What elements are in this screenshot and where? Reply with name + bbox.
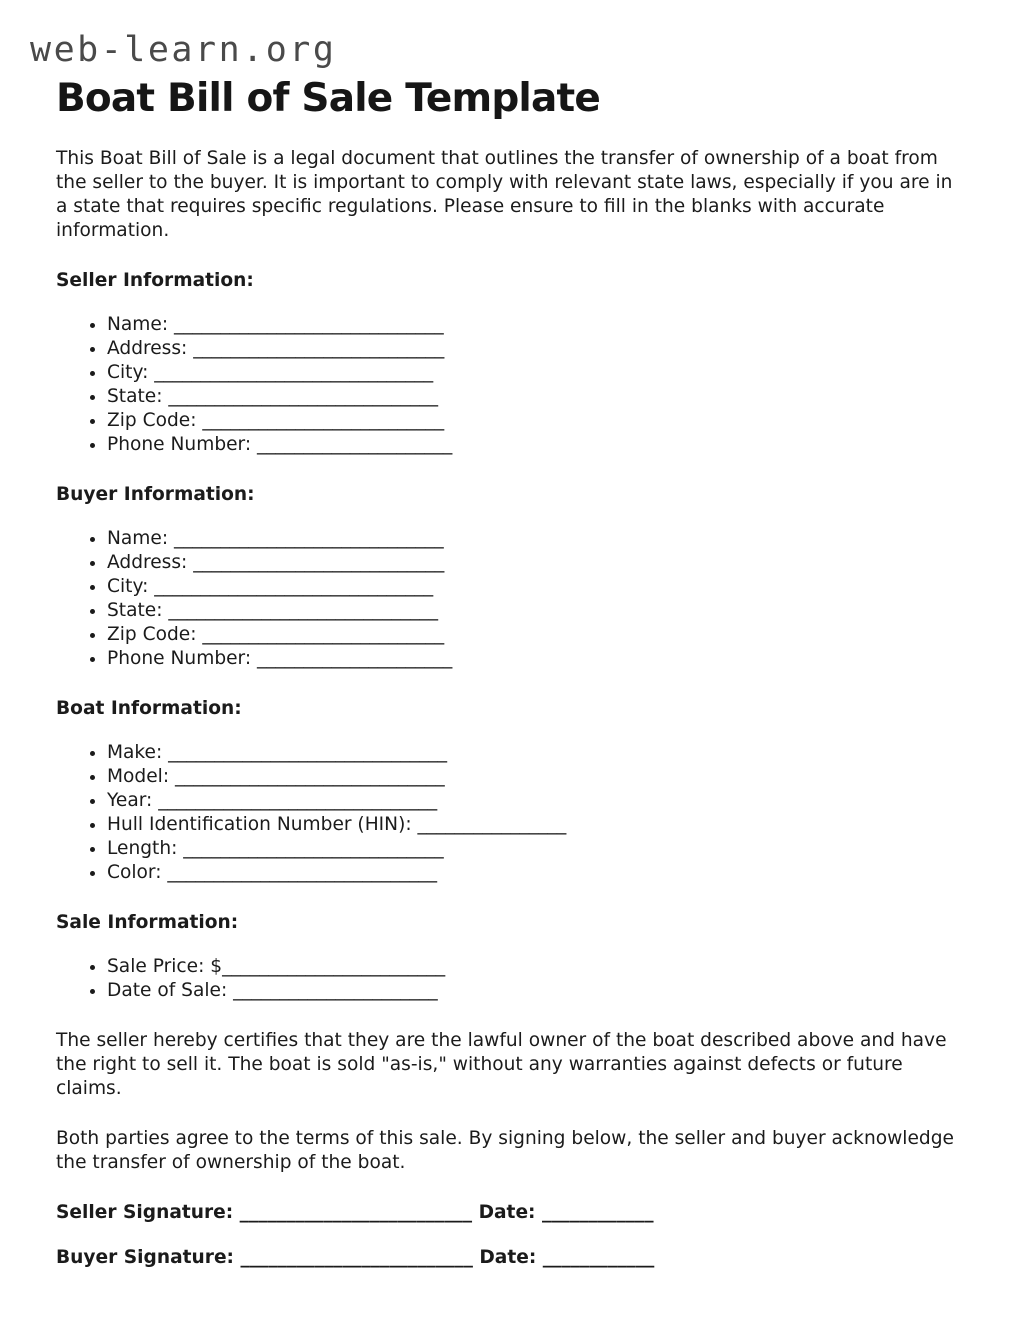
boat-year-field: • Year: ______________________________ [107, 789, 967, 813]
seller-zip-field: • Zip Code: __________________________ [107, 409, 967, 433]
section-heading-boat: Boat Information: [56, 698, 242, 720]
seller-state-field: • State: _____________________________ [107, 385, 967, 409]
site-logo: web-learn.org [30, 30, 337, 70]
seller-phone-field: • Phone Number: _____________________ [107, 433, 967, 457]
boat-make-field: • Make: ______________________________ [107, 741, 967, 765]
section-heading-buyer: Buyer Information: [56, 484, 255, 506]
page-title: Boat Bill of Sale Template [56, 76, 601, 122]
seller-name-field: • Name: _____________________________ [107, 313, 967, 337]
seller-address-field: • Address: ___________________________ [107, 337, 967, 361]
certification-paragraph: The seller hereby certifies that they are the lawful owner of the boat described above and have the right to sell it. The boat is sold "as-is," without any warranties against defects or future claims. [56, 1030, 947, 1100]
buyer-address-field: • Address: ___________________________ [107, 551, 967, 575]
section-heading-sale: Sale Information: [56, 912, 239, 934]
buyer-name-field: • Name: _____________________________ [107, 527, 967, 551]
boat-fields-list [56, 741, 967, 885]
boat-length-field: • Length: ____________________________ [107, 837, 967, 861]
boat-model-field: • Model: _____________________________ [107, 765, 967, 789]
sale-date-field: • Date of Sale: ______________________ [107, 979, 967, 1003]
intro-paragraph: This Boat Bill of Sale is a legal document that outlines the transfer of ownership of a boat from the seller to the buyer. It is important to comply with relevant state laws, especially if you are in a state that requires specific regulations. Please ensure to fill in the blanks with accurate information. [56, 148, 953, 242]
seller-city-field: • City: ______________________________ [107, 361, 967, 385]
buyer-state-field: • State: _____________________________ [107, 599, 967, 623]
sale-fields-list [56, 955, 967, 1003]
buyer-phone-field: • Phone Number: _____________________ [107, 647, 967, 671]
buyer-city-field: • City: ______________________________ [107, 575, 967, 599]
sale-price-field: • Sale Price: $________________________ [107, 955, 967, 979]
buyer-signature-line: Buyer Signature: _________________________ Date: ____________ [56, 1247, 655, 1269]
agreement-paragraph: Both parties agree to the terms of this sale. By signing below, the seller and buyer acknowledge the transfer of ownership of the boat. [56, 1128, 954, 1174]
seller-fields-list [56, 313, 967, 457]
boat-hin-field: • Hull Identification Number (HIN): ________________ [107, 813, 967, 837]
buyer-fields-list [56, 527, 967, 671]
buyer-zip-field: • Zip Code: __________________________ [107, 623, 967, 647]
boat-color-field: • Color: _____________________________ [107, 861, 967, 885]
section-heading-seller: Seller Information: [56, 270, 254, 292]
seller-signature-line: Seller Signature: _________________________ Date: ____________ [56, 1202, 654, 1224]
